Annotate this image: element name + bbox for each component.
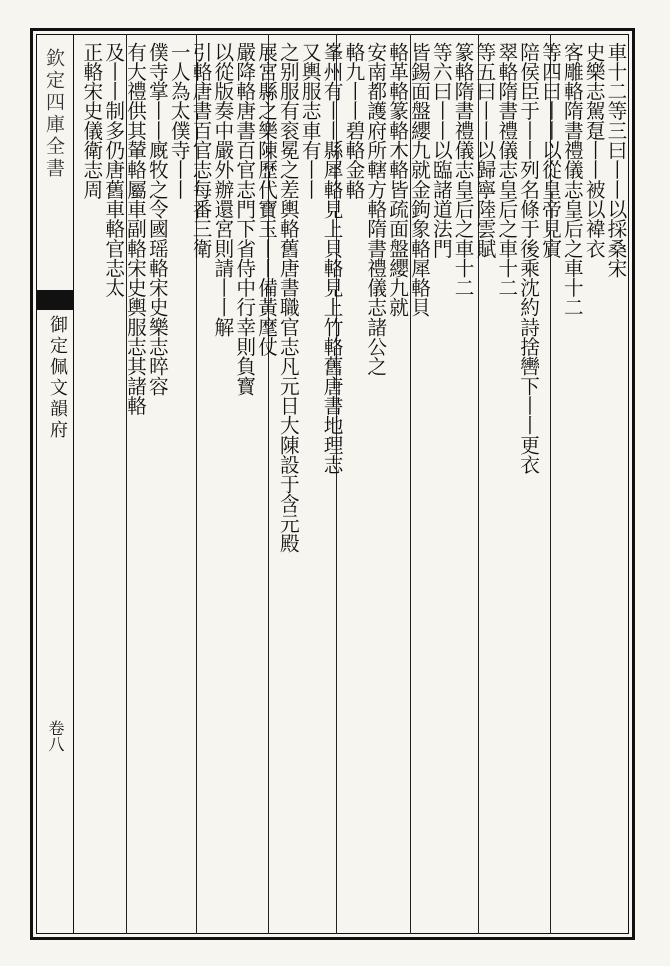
text-column: 輅革輅篆輅木輅皆疏面盤纓九就	[385, 42, 409, 318]
text-column: 皆錫面盤纓九就金鉤象輅犀輅貝	[407, 42, 431, 318]
text-column: 一人為太僕寺丨丨	[167, 42, 191, 200]
text-column: 等六曰丨丨以臨諸道法門	[429, 42, 453, 259]
text-column: 翠輅隋書禮儀志皇后之車十二	[494, 42, 518, 298]
text-column: 峯州有丨丨縣犀輅見上貝輅見上竹輅舊唐書地理志	[320, 42, 344, 475]
text-column: 等四曰丨丨以從皇帝見賔	[538, 42, 562, 259]
text-column: 又輿服志車有丨丨	[298, 42, 322, 200]
text-column: 僕寺掌丨丨廐牧之令國瑶輅宋史樂志晬容	[145, 42, 169, 396]
text-column: 車十二等三曰丨丨以採桑宋	[603, 42, 627, 278]
text-column: 以從版奏中嚴外辦還宮則請丨丨解	[210, 42, 234, 337]
text-column: 篆輅隋書禮儀志皇后之車十二	[451, 42, 475, 298]
text-column: 安南都護府所轄方輅隋書禮儀志諸公之	[363, 42, 387, 377]
text-column: 輅九丨丨碧輅金輅	[341, 42, 365, 200]
text-column: 嚴降輅唐書百官志門下省侍中行幸則負寳	[232, 42, 256, 396]
volume-number: 卷八	[46, 720, 65, 752]
collection-title: 欽定四庫全書	[43, 48, 65, 180]
text-column: 正輅宋史儀衛志周	[79, 42, 103, 200]
text-column: 之别服有衮冕之差輿輅舊唐書職官志凡元日大陳設于含元殿	[276, 42, 300, 553]
text-column: 等五曰丨丨以歸寧陸雲賦	[472, 42, 496, 259]
book-title: 御定佩文韻府	[47, 315, 68, 441]
text-column: 有大禮供其輦輅屬車副輅宋史輿服志其諸輅	[123, 42, 147, 416]
fishtail-bar	[36, 290, 74, 310]
text-column: 客雕輅隋書禮儀志皇后之車十二	[560, 42, 584, 318]
text-column: 史樂志駕𨀂丨丨被以褘衣	[582, 42, 606, 259]
text-column: 展宮縣之樂陳歷代寶玉丨丨備黃麾仗	[254, 42, 278, 357]
text-column: 引輅唐書百官志每番三衛	[189, 42, 213, 259]
text-column: 及丨丨制多仍唐舊車輅官志太	[101, 42, 125, 298]
text-column: 陪侯臣于丨丨列名條于後乘沈約詩捨轡下丨丨更衣	[516, 42, 540, 475]
